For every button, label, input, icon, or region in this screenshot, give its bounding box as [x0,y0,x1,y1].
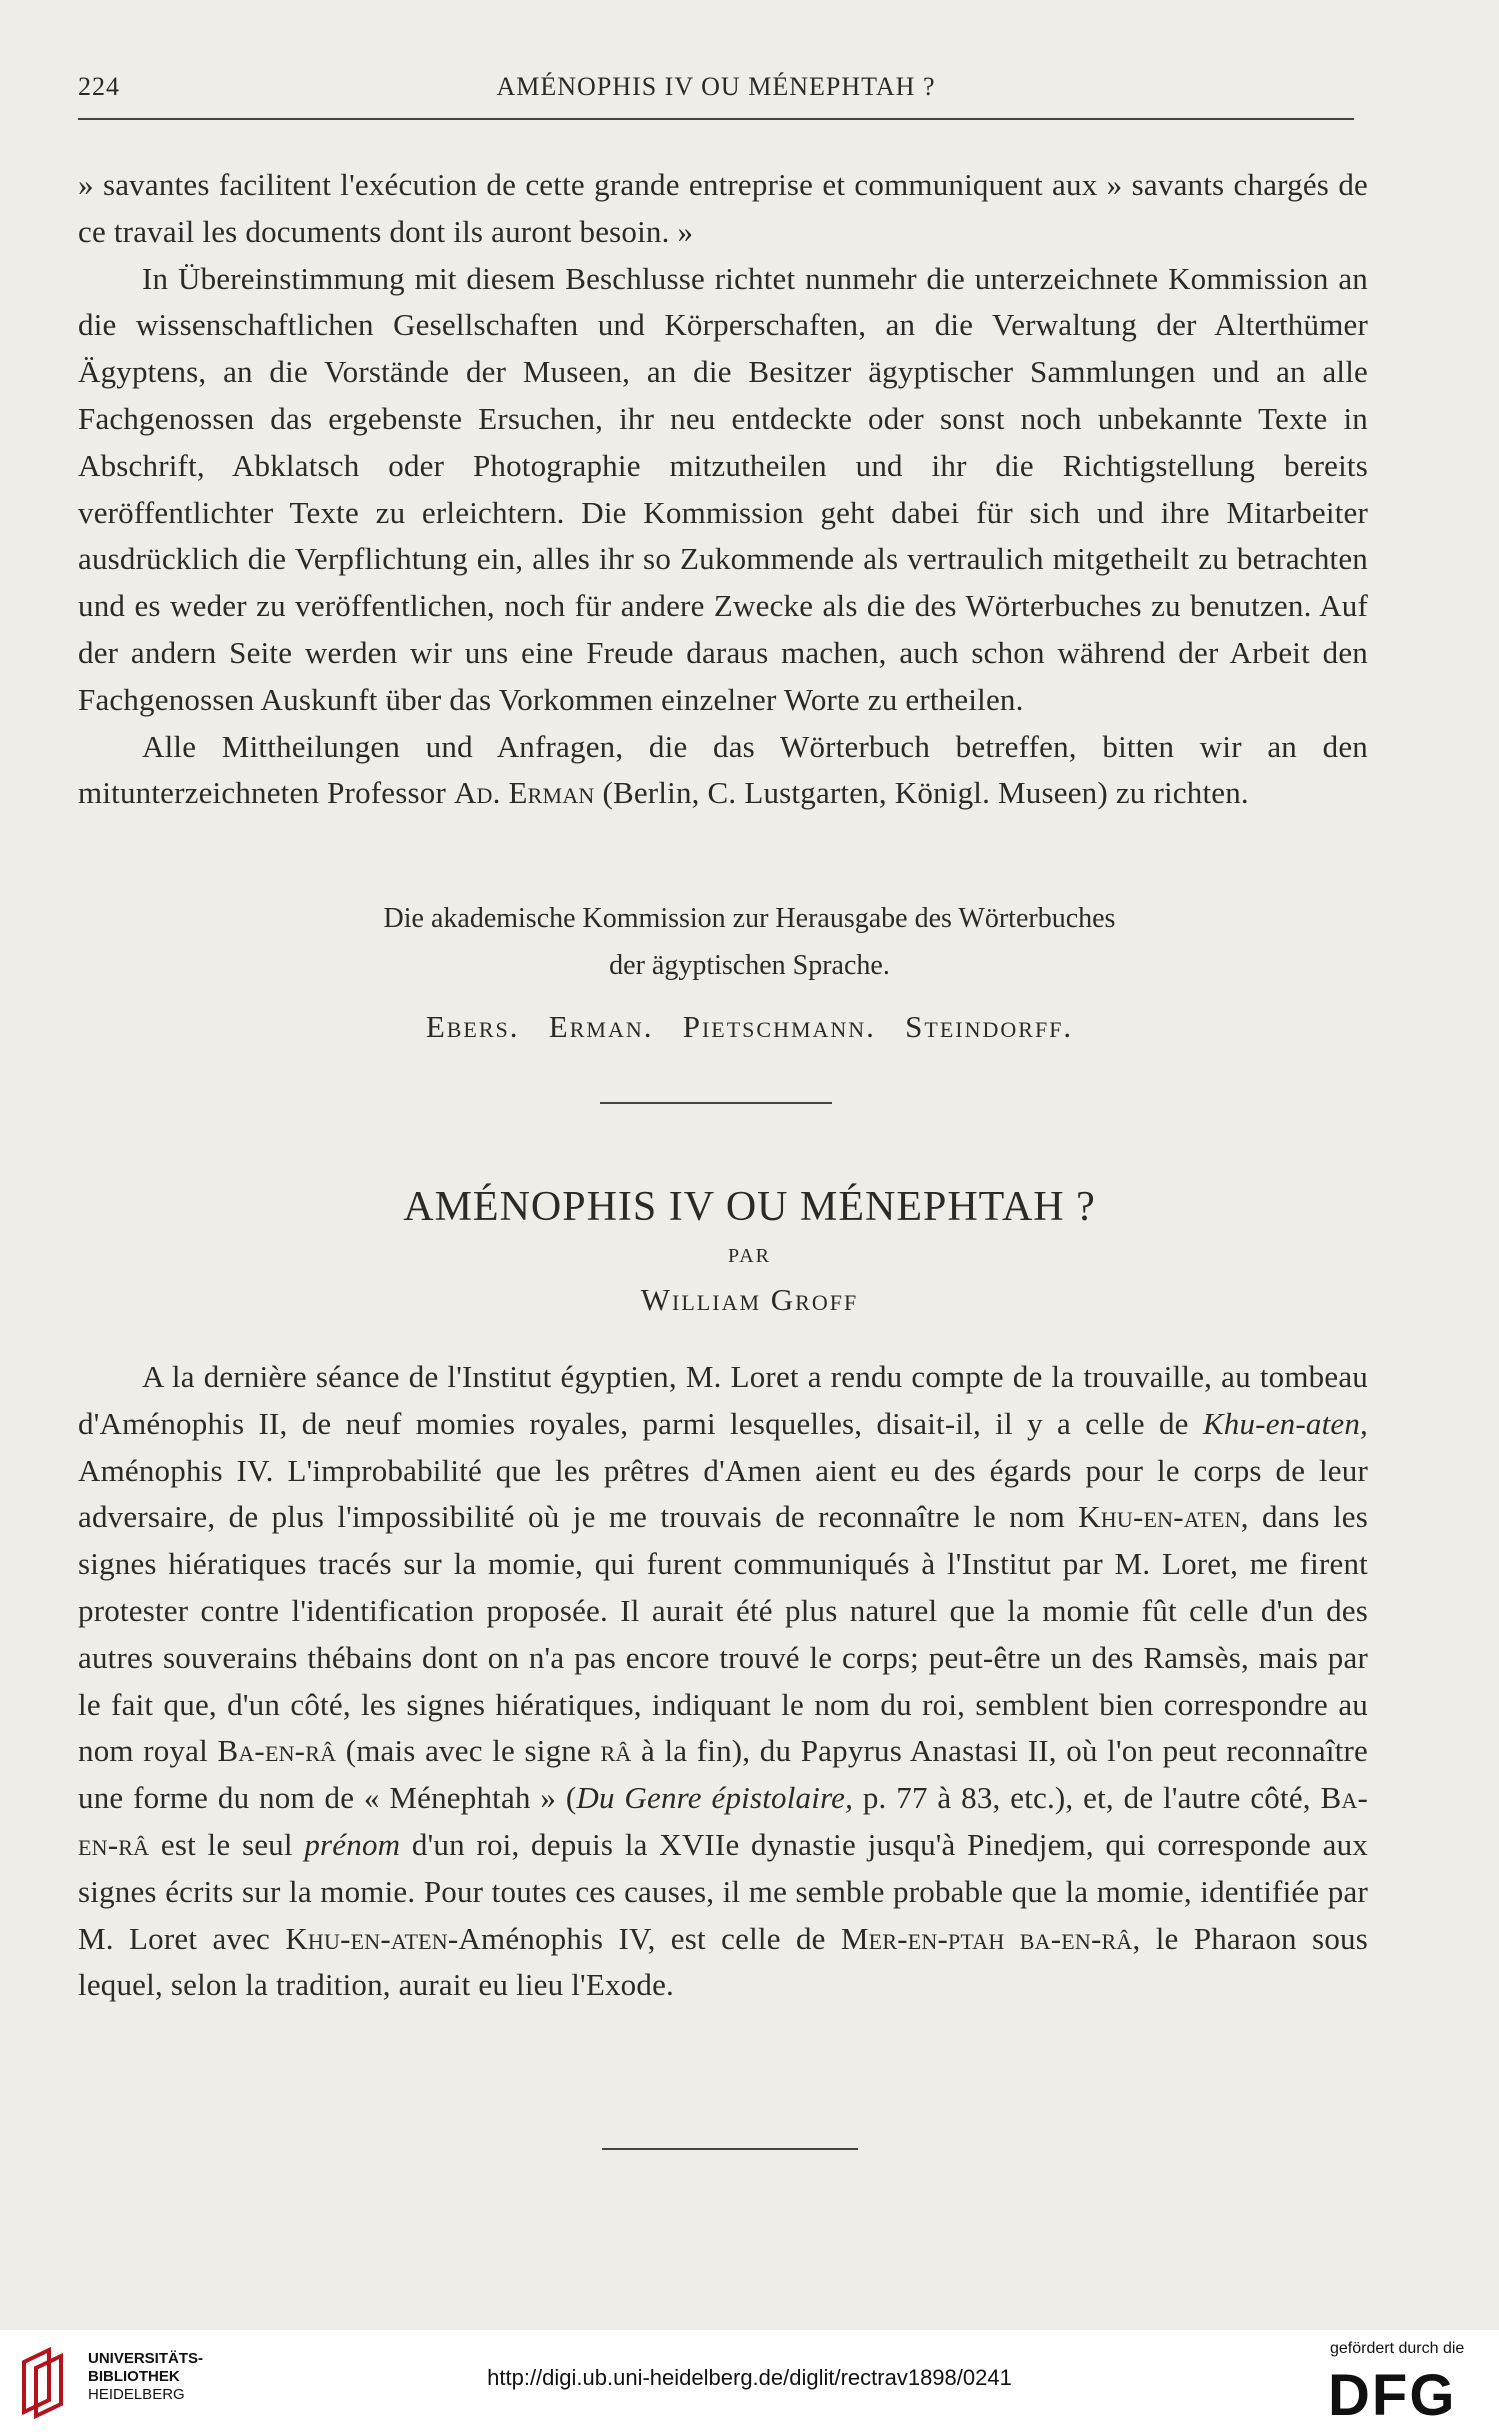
signature-names: Ebers. Erman. Pietschmann. Steindorff. [425,1009,1074,1044]
page-number: 224 [78,72,120,101]
running-title: AMÉNOPHIS IV OU MÉNEPHTAH ? [496,72,936,101]
article-body [78,1354,1368,2009]
signature-line-1: Die akademische Kommission zur Herausgabe des Wörterbuches [383,903,1116,934]
running-header [78,66,1354,106]
german-paragraph-1: » savantes facilitent l'exécution de cette grande entreprise et communiquent aux » savants chargés de ce travail les documents dont ils auront besoin. » [78,167,1368,249]
signature-line-2: der ägyptischen Sprache. [609,950,890,981]
funded-by-label: gefördert durch die [1330,2340,1465,2357]
article-paragraph: A la dernière séance de l'Institut égyptien, M. Loret a rendu compte de la trouvaille, au tombeau d'Aménophis II, de neuf momies royales, parmi lesquelles, disait-il, il y a celle de Khu-en-aten, Aménophis IV. L'improbabilité que les prêtres d'Amen aient eu des égards pour le corps de leur adversaire, de plus l'impossibilité où je me trouvais de reconnaître le nom Khu-en-aten, dans les signes hiératiques tracés sur la momie, qui furent communiqués à l'Institut par M. Loret, me firent protester contre l'identification proposée. Il aurait été plus naturel que la momie fût celle d'un des autres souverains thébains dont on n'a pas encore trouvé le corps; peut-être un des Ramsès, mais par le fait que, d'un côté, les signes hiératiques, indiquant le nom du roi, semblent bien correspondre au nom royal Ba-en-râ (mais avec le signe râ à la fin), du Papyrus Anastasi II, où l'on peut reconnaître une forme du nom de « Ménephtah » (Du Genre épistolaire, p. 77 à 83, etc.), et, de l'autre côté, Ba-en-râ est le seul prénom d'un roi, depuis la XVIIe dynastie jusqu'à Pinedjem, qui corresponde aux signes écrits sur la momie. Pour toutes ces causes, il me semble probable que la momie, identifiée par M. Loret avec Khu-en-aten-Aménophis IV, est celle de Mer-en-ptah ba-en-râ, le Pharaon sous lequel, selon la tradition, aurait eu lieu l'Exode. [78,1359,1368,2003]
section-divider [600,1102,832,1104]
german-paragraph-2: In Übereinstimmung mit diesem Beschlusse richtet nunmehr die unterzeichnete Kommission an die wissenschaftlichen Gesellschaften und Körperschaften, an die Verwaltung der Alterthümer Ägyptens, an die Vorstände der Museen, an die Besitzer ägyptischer Sammlungen und an alle Fachgenossen das ergebenste Ersuchen, ihr neu entdeckte oder sonst noch unbekannte Texte in Abschrift, Abklatsch oder Photographie mitzutheilen und ihr die Richtigstellung bereits veröffentlichter Texte zu erleichtern. Die Kommission geht dabei für sich und ihre Mitarbeiter ausdrücklich die Verpflichtung ein, alles ihr so Zukommende als vertraulich mitgetheilt zu betrachten und es weder zu veröffentlichen, noch für andere Zwecke als die des Wörterbuches zu benutzen. Auf der andern Seite werden wir uns eine Freude daraus machen, auch schon während der Arbeit den Fachgenossen Auskunft über das Vorkommen einzelner Worte zu ertheilen. [78,260,1368,717]
article-par: PAR [727,1245,772,1267]
german-paragraph-3: Alle Mittheilungen und Anfragen, die das Wörterbuch betreffen, bitten wir an den mitunterzeichneten Professor Ad. Erman (Berlin, C. Lustgarten, Königl. Museen) zu richten. [78,728,1368,811]
header-rule [78,118,1354,120]
source-url-link[interactable]: http://digi.ub.uni-heidelberg.de/diglit/rectrav1898/0241 [487,2365,1012,2390]
library-name: UNIVERSITÄTS- BIBLIOTHEK HEIDELBERG [88,2350,204,2403]
article-title: AMÉNOPHIS IV OU MÉNEPHTAH ? [403,1184,1096,1230]
end-divider [602,2148,858,2150]
german-text-block [78,162,1368,817]
dfg-logo: DFG [1328,2363,1457,2428]
erman-name: Ad. Erman [453,775,595,811]
article-author: William Groff [640,1282,859,1317]
